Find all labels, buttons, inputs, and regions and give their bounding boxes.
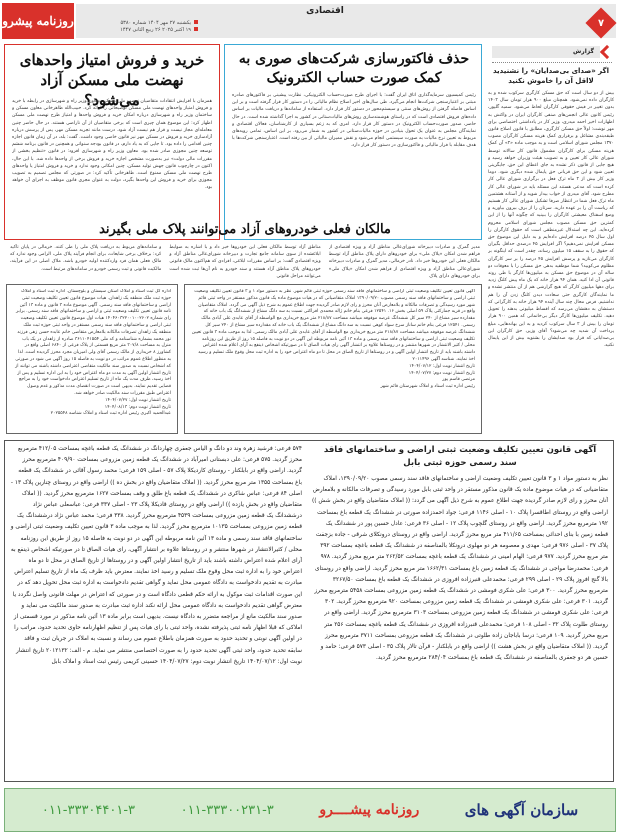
signer-title: رئیس اداره ثبت اسناد و املاک شهرستان قائم شهر xyxy=(380,384,475,390)
chevron-left-icon xyxy=(600,45,614,59)
page-number: ۷ xyxy=(597,17,605,29)
footer-org: سازمان آگهی های xyxy=(464,801,579,819)
pub-date-2: تاریخ انتشار نوبت دوم: ۱۴۰۴/۰۷/۲۷ xyxy=(408,370,475,376)
ad-qaemshahr xyxy=(184,284,482,434)
ad-babol-col-right: نظر به دستور مواد ۱ و ۳ قانون تعیین تکلیف وضعیت اراضی و ساختمانهای فاقد سند رسمی مصوب ۱۳۹۰/۰۹/۲۰، املاک متقاضیانی که در هیات موضوع ماده یک قانون مذکور مستقر در واحد ثبتی بابل مورد رسیدگی و تصرفات مالکانه و بلامعارض آنان محرز و رای لازم صادر گردیده جهت اطلاع عموم به شرح ذیل آگهی می گردد: (( املاک متقاضیان واقع در بخش شش )) اراضی واقع در روستای اطاقسرا پلاک ۱۰ - اصلی ۱۱۴۶ فرعی: جواد احمدزاده صورتی در ششدانگ یک قطعه باغ بمساحت ۱۹۲ مترمربع محرز گردید. اراضی واقع در روستای گلچوب پلاک ۱۲ - اصلی ۳۶ فرعی: عادل حسین پور در ششدانگ یک قطعه زمین با بنای احداثی بمساحت ۴۱۱/۶۵ متر مربع محرز گردید. اراضی واقع در روستای درونکلای شرقی - جاده بزجفت پلاک ۳۷ - اصلی ۹۷۶ فرعی: مهدی و معصومه هر دو مهلوی درونکلا بالمناصفه در ششدانگ یک قطعه باغچه بمساحت ۳۹۲ متر مربع محرز گردید. ۹۷۷ فرعی: الهام امینی در ششدانگ یک قطعه باغچه بمساحت ۲۶۲/۵۲ متر مربع محرز گردید. ۹۷۸ فرعی: محمدرضا مواجی در ششدانگ یک قطعه زمین باغ بمساحت ۱۶۶۲/۳۱ متر مربع محرز گردید. اراضی واقع در روستای بالا گنج افروز پلاک ۲۹ - اصلی ۲۹۹ فرعی: محمدعلی قنبرزاده افروزی در ششدانگ یک قطعه باغ بمساحت ۳۲۶۷/۵۰ مترمربع محرز گردید. ۳۰۰ فرعی: علی شکری فومشی در ششدانگ یک قطعه زمین مزروعی بمساحت ۵۴۵۸ مترمربع محرز گردید. ۳۰۱ فرعی: علی شکری فومشی در ششدانگ یک قطعه زمین مزروعی بمساحت ۹۲۰ مترمربع محرز گردید. ۳۰۲ فرعی: علی شکری فومشی در ششدانگ یک قطعه زمین مزروعی بمساحت ۳۱۰۳ مترمربع محرز گردید. اراضی واقع در روستای طلوت پلاک ۳۲ - اصلی ۱۰۸ فرعی: محمدعلی قنبرزاده افروزی در ششدانگ یک قطعه باغچه بمساحت ۲۵۶ متر مربع محرز گردید. ۱۰۹ فرعی: درسا باباجان زاده طلوتی در ششدانگ یک قطعه مزروعی بمساحت ۳۷۱۱ مترمربع محرز گردید. (( املاک متقاضیان واقع در بخش هشت )) اراضی واقع در بابلکنار - قرآن تالار پلاک ۳۵ - اصلی ۵۷۳ فرعی: حامد و حسین هر دو جعفری بالمناصفه در ششدانگ یک قطعه باغ بمساحت ۲۸۴/۰۴ مترمربع محرز گردید. xyxy=(312,476,608,662)
article-cars-columns xyxy=(10,244,480,280)
newspaper-logo[interactable]: روزنامه پیشرو xyxy=(2,3,74,39)
signer: مرتضی قاسم پور xyxy=(442,377,475,383)
pub-date-1: تاریخ انتشار نوبت اول: ۱۴۰۴/۰۷/۲۷ xyxy=(105,397,171,403)
report-title[interactable]: اگر «صدای بی‌صدایان» را نشنیدید لااقل آن را خاموش نکنید xyxy=(493,67,609,85)
article-cars-col-1: مدیر گمرک و صادرات دبیرخانه شورای‌عالی مناطق آزاد و ویژه اقتصادی از فراهم شدن امکان «پلاک ملی» برای خودروهای دارای پلاک مناطق آزاد توسط مالکان فعلی این خودروها خبر داد. نادر خرمالی، مدیر گمرک و صادرات دبیرخانه شورای‌عالی مناطق آزاد و ویژه اقتصادی از فراهم شدن امکان «پلاک ملی» برای خودروهای دارای پلاک xyxy=(328,245,480,279)
article-cars-title[interactable]: مالکان فعلی خودروهای آزاد می‌توانند پلاک ملی بگیرند xyxy=(99,222,391,237)
section-title: اقتصادی xyxy=(306,6,344,16)
page-number-badge xyxy=(585,7,616,38)
ad-babol-col-left: ۵۷۴ فرعی: فرشید زهره وند دو دانگ و الیاس جعفری چهاردانگ در ششدانگ یک قطعه باغچه بمساحت ۴۱۲/۰۵ مترمربع محرز گردید. ۵۷۵ فرعی: علی دبستانی امیرآباد در ششدانگ یک قطعه زمین مزروعی بمساحت ۴۰۹/۹۰ مترمربع محرز گردید. اراضی واقع در بابلکنار - روستای کاردیکلا پلاک ۵۷ - اصلی ۱۵۹ فرعی: محمد رسول آقائی در ششدانگ یک قطعه باغ بمساحت ۱۳۵۵ متر مربع محرز گردید. (( املاک متقاضیان واقع در بخش ده )) اراضی واقع در روستای چنارین پلاک ۱۳ - اصلی ۸۴ فرعی: عباس شاکری در ششدانگ یک قطعه باغ طلق و وقف بمساحت ۱۶۲۷ مترمربع محرز گردید. (( املاک متقاضیان واقع در بخش یازده )) اراضی واقع در روستای قادیکلا پلاک ۲۳ - اصلی ۳۳۷ فرعی: عباسعلی عباس نژاد درششدانگ یک قطعه زمین مزروعی بمساحت ۴۵۳۹ مترمربع محرز گردید. ۳۳۸ فرعی: محمد عباس نژاد درششدانگ یک قطعه زمین مزروعی بمساحت ۱۰۱۳۵ مترمربع محرز گردید. لذا به موجب ماده ۳ قانون تعیین تکلیف وضعیت ثبتی اراضی و ساختمانهای فاقد سند رسمی و ماده ۱۳ آئین نامه مربوطه این آگهی در دو نوبت به فاصله ۱۵ روز از طریق این روزنامه محلی / کثیرالانتشار در شهرها منتشر و در روستاها علاوه بر انتشار آگهی، رای هیات الصاق تا در صورتیکه اشخاص ذینفع به آرای اعلام شده اعتراض داشته باشند باید از تاریخ انتشار اولین آگهی و در روستاها از تاریخ الصاق در محل تا دو ماه اعتراض خود را به اداره ثبت محل وقوع ملک تسلیم و رسید اخذ نمایند. معترض باید ظرف یک ماه از تاریخ تسلیم اعتراض مبادرت به تقدیم دادخواست به دادگاه عمومی محل نماید و گواهی تقدیم دادخواست به اداره ثبت محل تحویل دهد که در این صورت اقدامات ثبت موکول به ارائه حکم قطعی دادگاه است و در صورتی که اعتراض در مهلت قانونی واصل نگردد یا معترض گواهی تقدیم دادخواست به دادگاه عمومی محل ارائه نکند اداره ثبت مبادرت به صدور سند مالکیت می نماید و صدور سند مالکیت مانع از مراجعه متضرر به دادگاه نیست. بدیهی است برابر ماده ۱۳ آئین نامه مذکور در مورد قسمتی از املاکی که قبلا اظهار نامه ثبتی پذیرفته نشده، واحد ثبتی با رای هیات پس از تنظیم اظهارنامه حاوی تحدید حدود، مراتب را در اولین آگهی نوبتی و تحدید حدود به صورت همزمان باطلاع عموم می رساند و نسبت به املاک در جریان ثبت و فاقد سابقه تحدید حدود، واحد ثبتی آگهی تحدید حدود را به صورت اختصاصی منتشر می نماید. م - الف: ۲۰۱۲۱۳۲ تاریخ انتشار نوبت اول: ۱۴۰۴/۰۷/۱۲ تاریخ انتشار نوبت دوم: ۱۴۰۴/۰۷/۲۷ حسینی کریمی رئیس ثبت اسناد و املاک بابل xyxy=(10,446,302,665)
ad-body: اداره کل ثبت اسناد و املاک استان سیستان و بلوچستان. اداره ثبت اسناد و املاک حوزه ثبت ملک منطقه یک زاهدان. هیات موضوع قانون تعیین تکلیف وضعیت ثبتی اراضی و ساختمانهای فاقد سند رسمی. آگهی موضوع ماده ۳ قانون و ماده ۱۳ آئین نامه قانون تعیین تکلیف وضعیت ثبتی و اراضی و ساختمانهای فاقد سند رسمی. برابر رای شماره ۱۴۰۴۶۰۳۲۲۰۰۱۰۰۲۶۰۲ هیات اول موضوع قانون تعیین تکلیف وضعیت ثبتی اراضی و ساختمانهای فاقد سند رسمی مستقر در واحد ثبتی حوزه ثبت ملک منطقه یک زاهدان تصرفات مالکانه بلامعارض متقاضی خانم عابده حسن زهی فرزند نور محمد بشماره شناسنامه و کد ملی ۳۶۱۱۰۴۱۵۵۴ صادره از زاهدان در یک باب منزل به مساحت ۳۰۷/۸ متر مربع قسمتی از پلاک فرعی از ۶۸۴۰ اصلی واقع در کشاورز ۸ خریداری از مالک رسمی آقای ولی امیریان مجرد محرز گردیده است. لذا به منظور اطلاع عموم مراتب در دو نوبت به فاصله ۱۵ روز آگهی می شود در صورتی که اشخاص نسبت به صدور سند مالکیت متقاضی اعتراضی داشته باشند می توانند از تاریخ انتشار اولین آگهی به مدت دو ماه اعتراض خود را به این اداره تسلیم و پس از اخذ رسید، ظرف مدت یک ماه از تاریخ تسلیم اعتراض دادخواست خود را به مراجع قضایی تقدیم نمایند. بدیهی است در صورت انقضای مدت مذکور و عدم وصول اعتراض طبق مقررات سند مالکیت صادر خواهد شد. xyxy=(15,289,171,396)
ad-contact-banner xyxy=(4,788,616,832)
report-body: بیش از دو سال است که حق مسکن کارگری سرکوب شده و به کارگران داده نمی‌شود. همچنان مبلغ ۹۰۰ هزار تومان سال ۱۴۰۲ بدون تغییر در فیش حقوقی کارگران لحاظ می‌شود. سمیه گلپور، رئیس کانون عالی انجمن‌های صنفی کارگران ایران در واکنش به اظهارات اخیر احمد میدری، وزیر کار در یادداشتی اختصاصی برای مهر نوشت: اولاً حق مسکن کارگری، مطابق با قانون اصلاح قانون طبقه‌بندی مشاغل و برقراری کمک هزینه مسکن کارگران مصوب ۱۳۷۰ مجلس شورای اسلامی است و به موجب ماده «۲» آن کمک هزینه مسکن برای کارگران مشمول قانون کار سالانه توسط شورای عالی کار تعیین و به تصویب هیئت وزیران خواهد رسید و هیچ جایی از قانون ذکر نشده به جای اعطای این حق، جایگزینی تعیین شود و این حق قربانی حق پایمال شده دیگری شود. دوما وزیر کار بیش از ۲ ماه ترک فعل در برگزاری شورای عالی کار کرده است که مدعی هستند این مسئله باید در شورای عالی کار مطرح شود. آقای میدری از خواب بیدار شوید و از آستانه هشتمین ماه ترک فعل شما در انتظار صرفا تشکیل شورای عالی کار هستیم که ریاست آن را بر عهده دارید. سرتان را از برف بیرون بیاورید و وضع اسفناک معیشتی کارگران را ببینید که چگونه آنها را از این کمترین حق مسکن مصوب مجلس شورای اسلامی محروم کرده‌اید. این چه استدلال غیرمنطقی است که حقوق کارگران را اول سال ۴۵ درصد افزایش داده‌ایم و به دلیل این موضوع حق مسکن افزایش نمی‌دهیم؟ اگر افزایش ۴۵ درصدی حداقل بگیران که حقوق را به سقف ۱۵ میلیون رساند، چقدر است که اینگونه بر کارگران می‌تازید و پرسش افزایش ۴۵ درصد را بر سر کارگران مظلوم می‌کوبید؟ شما موظفید بدهی حق مسکن را با معوقات دو ساله آن در موضوع حق مسکن به میلیون‌ها کارگر با طی روند قانونی آن ادا کنید. همان ۹۴ هزار خانه که یک ماه پیش کلنگ زدید برای دهها میلیون کارگر که هیچ گزارشی هم از آن منتشر نشده و ما نمایندگان کارگری حتی سعادت دیدن کلنگ زدن آن را هم نداشتیم. فرض محال چند سال آینده ۹۴ هزار خانه به کارگرانی که دستشان به دهنشان می‌رسد که اقساط میلیونی بدهند را تحویل دهید. تکلیف میلیون‌ها کارگر دیگر بی‌خانمانی که همین ۹۰۰ هزار تومان را بیش از ۲ سال سرکوب کردید و به این بهانه‌هایی، مبلغ پرداخت آن شدید چه می‌شود؟ آقای وزیر، حق کارگران این بی‌صدایانی که قرار بود صدایشان را بشنوید بیش از این پایمال نکنید. xyxy=(488,91,614,349)
footer-phone-1[interactable]: ۰۱۱-۳۳۳۰۰۲۳۱-۳ xyxy=(180,802,274,818)
ad-zahedan xyxy=(6,284,178,434)
issue-date xyxy=(78,20,198,34)
divider xyxy=(492,62,612,63)
article-cars-col-3: و سامانه‌های مربوط به دریافت پلاک ملی را طی کنند. خرمالی در پایان تأکید کرد: برخلاف برخی شایعات، برای انجام فرآیند پلاک ملی، الزامی وجود ندارد که مالک فعلی همان فرد واردکننده اولیه خودرو باشد. ملاک اصلی در این فرآیند، مالکیت قانونی و ثبت رسمی خودرو در سامانه‌های مرتبط است. xyxy=(10,245,162,272)
article-housing-title[interactable]: خرید و فروش امتیاز واحدهای نهضت ملی مسکن آزاد می‌شود؟ xyxy=(19,51,205,109)
ad-qaemshahr-text xyxy=(191,289,475,429)
bullet-icon xyxy=(194,27,198,31)
article-housing-body: همزمان با افزایش انتقادات متقاضیان نهضت ملی مسکن، معاون وزیر راه و شهرسازی در رابطه با خرید و فروش امتیاز واحدهای نهضت ملی مسکن توضیحاتی را ارائه کرد. حبیب‌الله طاهرخانی معاون مسکن و ساختمان وزیر راه و شهرسازی درباره امکان خرید و فروش واحدها و امتیاز طرح نهضت ملی مسکن اظهار کرد: این موضوع همان چیزی است که برخی متقاضیان از آن ناراضی هستند. در حال حاضر چنین معامله‌ای مجاز نیست و قرار هم نیست آزاد شود. درست مانند تجربه مسکن مهر، پس از پرسش درباره آزادسازی خرید و فروش در مسکن مهر نیز قانون خاصی وجود داشت. گفت: بله، در آن زمان قانون اجازه چنین اقدامی را داده بود. تا جایی که به یاد دارم، در قانون بودجه سنواتی و همچنین در قانون برنامه ششم توسعه چنین مجوزی صادر شده بود. معاون وزیر راه و شهرسازی افزود: در قانون «تنظیم بخشی از مقررات مالی دولت» نیز به‌صورت مشخص اجازه خرید و فروش برخی از واحدها داده شد. با این حال، اکنون در چارچوب قانون جهش تولید مسکن، چنین امکانی وجود ندارد و خرید و فروش امتیاز یا واحدهای طرح نهضت ملی مسکن ممنوع است. طاهرخانی تأکید کرد: در صورتی که مجلس تصمیم به تصویب مجوزی برای خرید و فروش این واحدها بگیرد، دولت به عنوان مجری قانون موظف به اجرای آن خواهد بود. xyxy=(12,99,212,191)
ad-babol-title: آگهی قانون تعیین تکلیف وضعیت ثبتی اراضی و ساختمانهای فاقد سند رسمی حوزه ثبتی بابل xyxy=(323,445,597,468)
date-line-1: یکشنبه ۲۷ مهر ۱۴۰۴ شماره ۵۳۸۰ xyxy=(120,20,191,26)
ad-body: آگهی قانون تعیین تکلیف وضعیت ثبتی اراضی و ساختمانهای فاقد سند رسمی حوزه ثبتی قائم شهر. نظر به دستور مواد ۱ و ۳ قانون تعیین تکلیف وضعیت ثبتی اراضی و ساختمانهای فاقد سند رسمی مصوب ۱۳۹۰/۰۹/۲۰ املاک متقاضیانی که در هیات موضوع ماده یک قانون مذکور مستقر در واحد ثبتی قائم شهر مورد رسیدگی و تصرفات مالکانه و بلامعارض آنان محرز و رای لازم صادر گردیده جهت اطلاع عموم به شرح ذیل آگهی می گردد. املاک متقاضیان واقع در قریه جمارکتی پلاک ۵۹ اصلی بخش ۱۶. ۱۲۵۴۱ فرعی بنام خانم ژاله محمدی افراکتی نسبت به سه دانگ مشاع از ششدانگ یک باب خانه که مقدارده سیر مشاع از ۲۴۰ سیر کل ششدانگ عرصه موقوفه میباشد مساحت ۲۱۸/۸۷ متر مربع خریداری مع الواسطه از آقای عابدی علی آبادی مالک رسمی. ۱۲۵۴۱ فرعی بنام خانم ساناز سرخ سواد کوهی نسبت به سه دانگ مشاع از ششدانگ یک باب خانه که مقدارده سیر مشاع از ۲۴۰ سیر کل ششدانگ عرصه موقوفه میباشد مساحت ۲۱۸/۸۷ متر مربع خریداری مع الواسطه از آقای عابدی علی آبادی مالک رسمی. لذا به موجب ماده ۳ قانون تعیین تکلیف وضعیت ثبتی اراضی و ساختمانهای فاقد سند رسمی و ماده ۱۳ آئین نامه مربوطه این آگهی در دو نوبت به فاصله ۱۵ روز از طریق این روزنامه محلی / کثیر الانتشار در شهرها منتشر و در روستاها علاوه بر انتشار آگهی رای هیات الصاق تا در صورتیکه اشخاص ذینفع به آرای اعلام شده اعتراض داشته باشند باید از تاریخ انتشار اولین آگهی و در روستاها از تاریخ الصاق در محل تا دو ماه اعتراض خود را به اداره ثبت محل وقوع ملک تسلیم و رسید اخذ نمایند. شناسه آگهی ۲۰۱۱۴۹۶ xyxy=(191,289,475,362)
article-invoice-title[interactable]: حذف فاکتورسازی شرکت‌های صوری به کمک صورت حساب الکترونیک xyxy=(238,51,470,86)
pub-date-1: تاریخ انتشار نوبت اول: ۱۴۰۴/۰۷/۱۲ xyxy=(409,363,475,369)
footer-paper: روزنامه پیشــــرو xyxy=(319,802,420,818)
pub-date-2: تاریخ انتشار نوبت دوم: ۱۴۰۴/۰۸/۱۳ xyxy=(104,404,171,410)
bullet-icon xyxy=(194,20,198,24)
article-cars-col-2: مناطق آزاد توسط مالکان فعلی این خودروها خبر داد و با اشاره به ضوابط ابلاغشده از سوی سامانه جامع تجارت و دبیرخانه شورای‌عالی مناطق آزاد و ویژه اقتصادی گفت: بر اساس مقررات ابلاغی، افرادی که هم‌اکنون مالک قانونی خودروهای پلاک مناطق آزاد هستند و سند خودرو به نام آن‌ها ثبت شده است می‌توانند مراحل قانونی xyxy=(169,245,321,279)
date-line-2: ۱۹ اکتبر ۲۰۲۵ ۲۶ ربیع الثانی ۱۴۴۷ xyxy=(120,27,191,33)
report-label: گزارش xyxy=(492,46,600,58)
article-invoice-body: رئیس کمیسیون سرمایه‌گذاری اتاق ایران گفت: با اجرای طرح صورت‌حساب الکترونیکی، نظارت پیشینی بر فاکتورهای صادره مبتنی بر اعتبارسنجی شرکت‌ها انجام می‌گیرد. طی سال‌های اخیر اصلاح نظام مالیاتی را در دستور کار قرار گرفته است و بر این اساس فاصله گرفتن از روش‌های سنتی و سیستم‌محور در دستور کار قرار دارد. استفاده از سامانه‌ها و دریافت مالیات بر اساس داده‌های فروش اقتصادی است که در راستای هوشمندسازی روش‌های مالیات‌ستانی در کشور به اجرا گذاشته شده است. در حال حاضر، صدور صورت‌حساب الکترونیک در دستور کار قرار دارد. امری که به زعم بسیاری از کارشناسان، فعالان اقتصادی و نمایندگان مجلس به عنوان یک تحول بنیادین در حوزه مالیات‌ستانی در کشور به شمار می‌رود. بر این اساس، تمامی رویه‌های مربوط به تعیین نرخ مالیات به صورت سیستمی انجام می‌شود و نقش ممیزان مالیاتی از بین رفته است. اعتبارسنجی شرکت‌ها با هدف مقابله با فرار مالیاتی و فاکتورسازی در دستور کار قرار دارد. xyxy=(232,93,476,149)
ad-zahedan-text xyxy=(13,289,171,429)
footer-phone-2[interactable]: ۰۱۱-۳۳۳۰۴۴۰۱-۳ xyxy=(41,802,136,818)
signer: عبدالحمید اکبری رئیس اداره ثبت اسناد و املاک شناسه ۲۰۲۵۵۴۸ xyxy=(50,411,171,417)
